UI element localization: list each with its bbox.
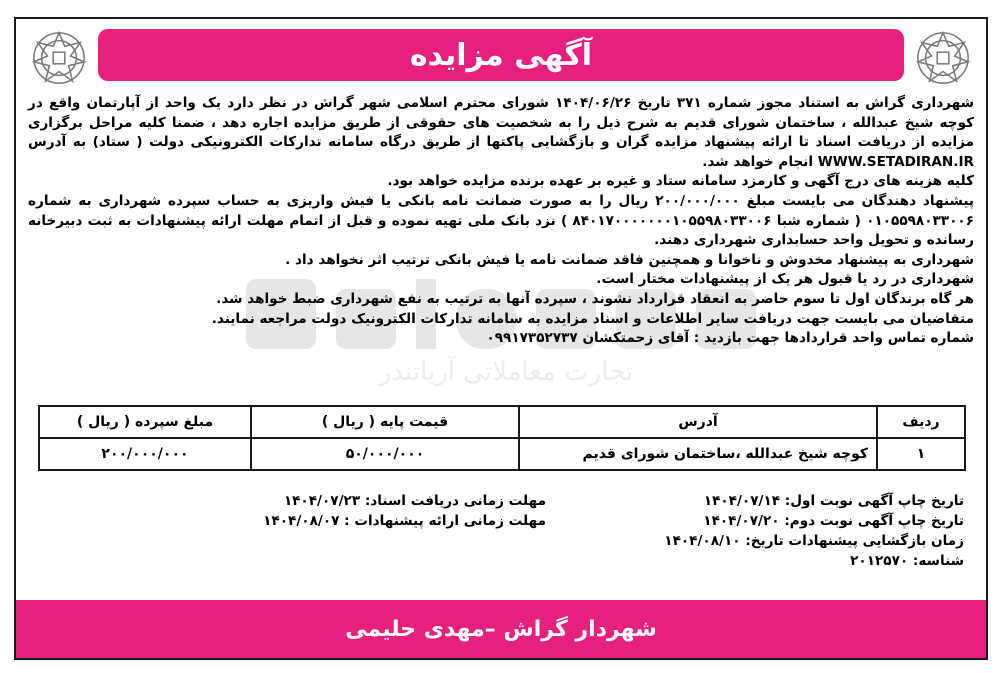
offer-deadline: مهلت زمانی ارائه پیشنهادات : ۱۴۰۴/۰۸/۰۷ [263,513,546,529]
paragraph-rights: شهرداری در رد یا قبول هر یک از پیشنهادات مختار است. [596,271,974,288]
second-print-date: تاریخ چاپ آگهی نوبت دوم: ۱۴۰۴/۰۷/۲۰ [703,513,964,529]
page-title: آگهی مزایده [409,37,593,73]
column-header: ردیف [877,406,965,438]
dates-block [544,491,964,571]
items-table [38,405,966,471]
column-header: قیمت پایه ( ریال ) [251,406,519,438]
signature: شهردار گراش –مهدی حلیمی [345,616,657,642]
paragraph-fees: کلیه هزینه های درج آگهی و کارمزد سامانه ستاد و غیره بر عهده برنده مزایده خواهد بود. [387,173,974,190]
title-banner [98,29,904,81]
column-header: آدرس [519,406,877,438]
first-print-date: تاریخ چاپ آگهی نوبت اول: ۱۴۰۴/۰۷/۱۴ [703,493,964,509]
municipality-emblem-icon [914,29,972,87]
table-cell: کوچه شیخ عبدالله ،ساختمان شورای قدیم [519,438,877,470]
opening-date: زمان بازگشایی پیشنهادات تاریخ: ۱۴۰۴/۰۸/۱۰ [664,533,964,549]
paragraph-winners: هر گاه برندگان اول تا سوم حاضر به انعقاد قرارداد نشوند ، سپرده آنها به ترتیب به نفع شهرداری ضبط خواهد شد. [216,290,974,307]
header [16,19,986,94]
announcement-body [28,94,974,349]
table-header-row [39,406,965,438]
watermark-text: تجارت معاملاتی آریاتندر [378,357,634,387]
announcement-frame [14,17,988,660]
document-deadline: مهلت زمانی دریافت اسناد: ۱۴۰۴/۰۷/۲۳ [283,493,546,509]
table-cell: ۱ [877,438,965,470]
announcement-id: شناسه: ۲۰۱۲۵۷۰ [850,553,964,569]
paragraph-deposit: پیشنهاد دهندگان می بایست مبلغ ۲۰۰/۰۰۰/۰۰۰ ریال را به صورت ضمانت نامه بانکی یا فیش واریزی به حساب سپرده شهرداری به شماره ۰۱۰۵۵۹۸۰۳۳۰۰۶ ( شماره شبا ۸۴۰۱۷۰۰۰۰۰۰۰۱۰۵۵۹۸۰۳۳۰۰۶ ) نزد بانک ملی تهیه نموده و قبل از اتمام مهلت ارائه پیشنهادات به ثبت دبیرخانه رسانده و تحویل واحد حسابداری شهرداری دهند. [28,192,974,249]
table-row [39,438,965,470]
table-cell: ۵۰/۰۰۰/۰۰۰ [251,438,519,470]
paragraph-intro: شهرداری گراش به استناد مجوز شماره ۳۷۱ تاریخ ۱۴۰۴/۰۶/۲۶ شورای محترم اسلامی شهر گراش در نظر دارد یک واحد از آپارتمان واقع در کوچه شیخ عبدالله ، ساختمان شورای قدیم به شرح ذیل را به شخصیت های حقوقی از طریق مزایده اجاره دهد ، ضمنا کلیه مراحل برگزاری مزایده از دریافت اسناد تا ارائه پیشنهاد مزایده گران و بازگشایی پاکتها از طریق درگاه سامانه تدارکات الکترونیکی دولت ( ستاد) به آدرس WWW.SETADIRAN.IR انجام خواهد شد. [28,95,974,170]
paragraph-applicants: متقاضیان می بایست جهت دریافت سایر اطلاعات و اسناد مزایده به سامانه تدارکات الکترونیک دولت مراجعه نمایند. [211,310,974,327]
footer-banner [16,600,986,658]
municipality-emblem-icon [30,29,88,87]
paragraph-contact: شماره تماس واحد قراردادها جهت بازدید : آقای زحمتکشان ۰۹۹۱۷۳۵۲۷۳۷ [486,330,974,347]
deadlines-block [246,491,546,531]
paragraph-invalid-offers: شهرداری به پیشنهاد مخدوش و ناخوانا و همچنین فاقد ضمانت نامه یا فیش بانکی ترتیب اثر نخواهد داد . [285,251,974,268]
column-header: مبلغ سپرده ( ریال ) [39,406,251,438]
table-cell: ۲۰۰/۰۰۰/۰۰۰ [39,438,251,470]
